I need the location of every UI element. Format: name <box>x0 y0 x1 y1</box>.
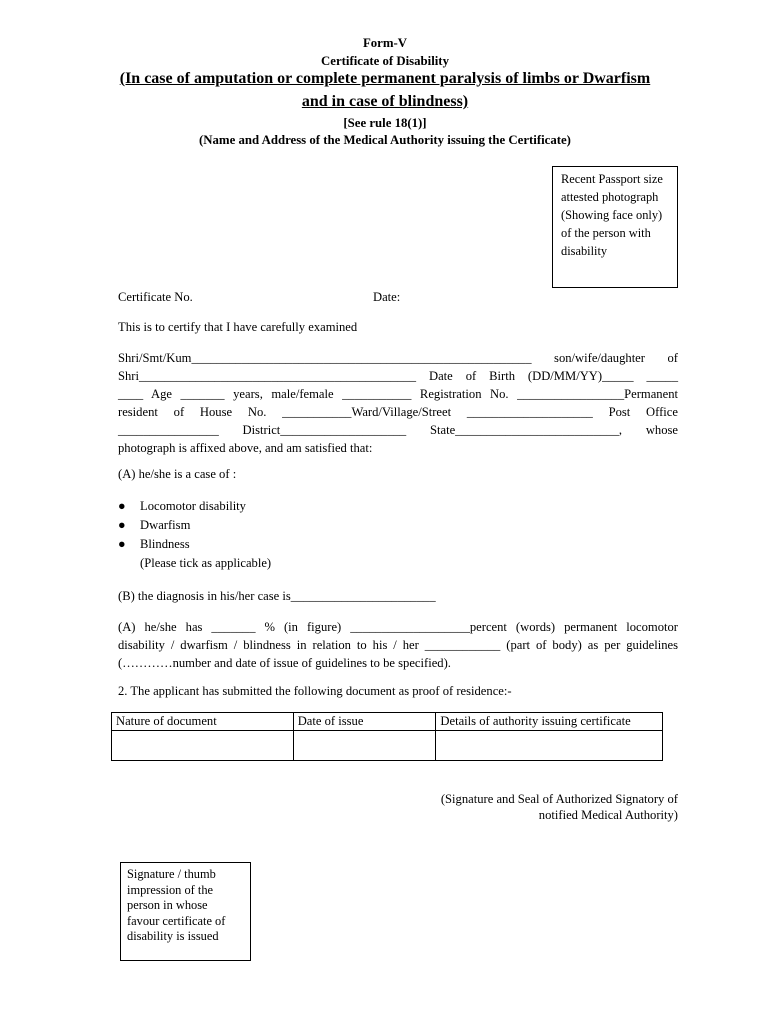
disability-percent-paragraph <box>118 618 678 672</box>
details-line: photograph is affixed above, and am satisfied that: <box>118 441 373 455</box>
percent-line: (A) he/she has _______ % (in figure) ___________________percent (words) permanent locomotor <box>118 620 678 634</box>
person-details-paragraph <box>118 349 678 457</box>
photo-box-line: attested photograph <box>561 190 659 204</box>
details-line: Shri/Smt/Kum______________________________________________________ son/wife/daughter of <box>118 351 678 365</box>
authority-signature-label <box>400 791 678 823</box>
nature-of-document-cell[interactable] <box>112 731 294 761</box>
rule-reference: [See rule 18(1)] <box>343 116 427 130</box>
authority-signature-line: (Signature and Seal of Authorized Signatory of <box>440 792 678 806</box>
details-line: Shri____________________________________________ Date of Birth (DD/MM/YY)_____ _____ <box>118 369 678 383</box>
medical-authority-label: (Name and Address of the Medical Authority issuing the Certificate) <box>199 133 571 147</box>
table-header-row <box>112 713 663 731</box>
sig-box-line: impression of the <box>127 882 214 897</box>
photo-box-line: Recent Passport size <box>561 172 663 186</box>
case-option-note: (Please tick as applicable) <box>140 556 272 570</box>
section-a-label: (A) he/she is a case of : <box>118 467 237 481</box>
form-title: Form-V <box>362 36 408 50</box>
certificate-title: Certificate of Disability <box>321 54 449 68</box>
applicant-signature-box <box>120 862 251 961</box>
sig-box-line: disability is issued <box>127 929 219 943</box>
bullet-icon: ● <box>118 518 126 532</box>
case-option-locomotor[interactable]: ● Locomotor disability <box>140 497 271 516</box>
sig-box-line: favour certificate of <box>127 913 226 928</box>
percent-line: (…………number and date of issue of guidelines to be specified). <box>118 656 451 670</box>
case-option-blindness[interactable]: ● Blindness <box>140 535 271 554</box>
date-label: Date: <box>373 290 401 304</box>
photo-box-line: of the person with <box>561 226 651 240</box>
bullet-icon: ● <box>118 499 126 513</box>
case-option-dwarfism[interactable]: ● Dwarfism <box>140 516 271 535</box>
residence-documents-table <box>111 712 663 761</box>
sig-box-line: person in whose <box>127 898 208 912</box>
column-header-authority: Details of authority issuing certificate <box>436 713 663 731</box>
photo-box-line: (Showing face only) <box>561 208 663 222</box>
residence-proof-intro: 2. The applicant has submitted the following document as proof of residence:- <box>118 684 512 698</box>
subtitle-line-1: (In case of amputation or complete permanent paralysis of limbs or Dwarfism <box>119 70 651 87</box>
case-options-list <box>118 497 272 573</box>
sig-box-line: Signature / thumb <box>127 867 216 881</box>
photo-box-line: disability <box>561 244 608 258</box>
percent-line: disability / dwarfism / blindness in relation to his / her ____________ (part of body) as per guidelines <box>118 638 678 652</box>
column-header-date: Date of issue <box>293 713 436 731</box>
details-line: ____ Age _______ years, male/female ___________ Registration No. _________________Permanent <box>118 387 678 401</box>
certify-intro: This is to certify that I have carefully examined <box>118 320 358 334</box>
diagnosis-line: (B) the diagnosis in his/her case is_______________________ <box>118 589 436 603</box>
table-row <box>112 731 663 761</box>
subtitle-line-2: and in case of blindness) <box>301 93 469 110</box>
certificate-number-label: Certificate No. <box>118 290 193 304</box>
authority-signature-line: notified Medical Authority) <box>538 808 678 822</box>
bullet-icon: ● <box>118 537 126 551</box>
column-header-nature: Nature of document <box>112 713 294 731</box>
authority-details-cell[interactable] <box>436 731 663 761</box>
details-line: resident of House No. ___________Ward/Village/Street ____________________ Post Office <box>118 405 678 419</box>
passport-photo-box <box>552 166 678 288</box>
date-of-issue-cell[interactable] <box>293 731 436 761</box>
details-line: ________________ District____________________ State__________________________, whose <box>118 423 678 437</box>
